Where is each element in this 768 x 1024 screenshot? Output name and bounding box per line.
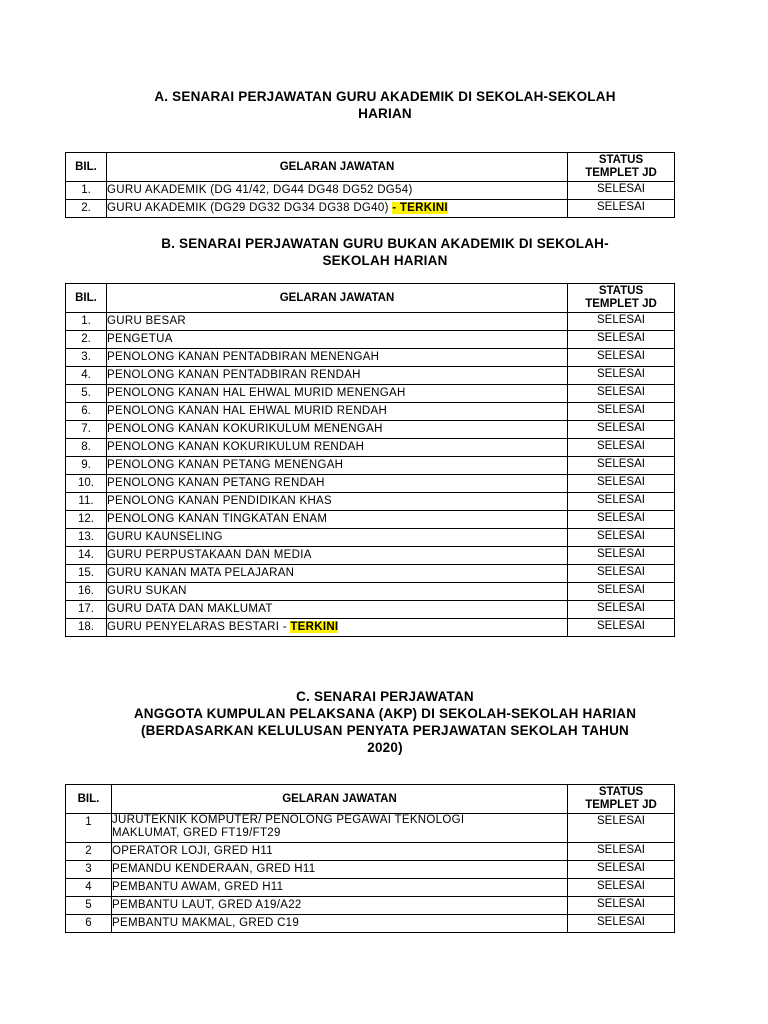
row-status: SELESAI [568,843,675,861]
row-status: SELESAI [568,349,675,367]
table-row [66,457,675,475]
row-status: SELESAI [568,915,675,933]
row-gelaran: GURU PERPUSTAKAAN DAN MEDIA [107,547,568,565]
table-row [66,897,675,915]
row-bil: 4 [66,879,112,897]
row-bil: 18. [66,619,107,637]
table-header-row [66,785,675,814]
section-c-title-line1: C. SENARAI PERJAWATAN [296,689,474,704]
section-c-table [65,784,675,933]
table-row [66,529,675,547]
row-status: SELESAI [568,457,675,475]
terkini-badge: TERKINI [290,621,339,633]
row-gelaran: PENOLONG KANAN PETANG MENENGAH [107,457,568,475]
row-status: SELESAI [568,182,675,200]
table-header-row [66,284,675,313]
table-row [66,475,675,493]
section-c-title-line3: (BERDASARKAN KELULUSAN PENYATA PERJAWATAN SEKOLAH TAHUN [140,723,629,738]
row-gelaran: PENOLONG KANAN KOKURIKULUM RENDAH [107,439,568,457]
terkini-prefix: - [282,621,291,633]
table-row [66,313,675,331]
section-b-title-line2: SEKOLAH HARIAN [322,253,448,268]
row-bil: 15. [66,565,107,583]
row-status: SELESAI [568,547,675,565]
header-status-templet-jd [568,153,675,182]
section-a-title-line2: HARIAN [358,106,412,121]
row-status: SELESAI [568,385,675,403]
row-gelaran [112,814,568,843]
row-bil: 14. [66,547,107,565]
table-row [66,349,675,367]
terkini-prefix: - [392,202,400,214]
row-gelaran: PENOLONG KANAN PENDIDIKAN KHAS [107,493,568,511]
row-bil: 9. [66,457,107,475]
row-gelaran: PENOLONG KANAN HAL EHWAL MURID MENENGAH [107,385,568,403]
table-row [66,565,675,583]
row-bil: 13. [66,529,107,547]
row-status: SELESAI [568,583,675,601]
header-gelaran-jawatan: GELARAN JAWATAN [107,153,568,182]
header-gelaran-jawatan: GELARAN JAWATAN [112,785,568,814]
row-status: SELESAI [568,313,675,331]
section-b-title [80,235,690,269]
row-gelaran-text: GURU PENYELARAS BESTARI [107,621,283,633]
section-a-title-line1: A. SENARAI PERJAWATAN GURU AKADEMIK DI SEKOLAH-SEKOLAH [154,89,616,104]
row-gelaran: PENOLONG KANAN PENTADBIRAN RENDAH [107,367,568,385]
row-status: SELESAI [568,897,675,915]
header-status-line1: STATUS [598,786,644,798]
section-b-title-line1: B. SENARAI PERJAWATAN GURU BUKAN AKADEMIK DI SEKOLAH- [161,236,609,251]
row-gelaran: GURU KAUNSELING [107,529,568,547]
section-a-title [80,88,690,122]
row-status: SELESAI [568,200,675,218]
row-bil: 2. [66,200,107,218]
table-row [66,583,675,601]
row-gelaran: PENOLONG KANAN KOKURIKULUM MENENGAH [107,421,568,439]
section-c-title-line2: ANGGOTA KUMPULAN PELAKSANA (AKP) DI SEKOLAH-SEKOLAH HARIAN [133,706,637,721]
row-status: SELESAI [568,403,675,421]
row-gelaran: PENGETUA [107,331,568,349]
row-bil: 11. [66,493,107,511]
row-gelaran: PENOLONG KANAN PETANG RENDAH [107,475,568,493]
table-row [66,601,675,619]
header-status-line2: TEMPLET JD [585,298,657,310]
row-bil: 1. [66,182,107,200]
row-gelaran [107,619,568,637]
row-gelaran: PENOLONG KANAN TINGKATAN ENAM [107,511,568,529]
header-gelaran-jawatan: GELARAN JAWATAN [107,284,568,313]
header-status-line1: STATUS [598,154,644,166]
row-status: SELESAI [568,529,675,547]
header-bil: BIL. [66,785,112,814]
table-row [66,547,675,565]
row-bil: 6. [66,403,107,421]
section-a-table [65,152,675,218]
row-gelaran: PENOLONG KANAN PENTADBIRAN MENENGAH [107,349,568,367]
terkini-badge: TERKINI [399,202,448,214]
row-bil: 1 [66,814,112,843]
section-c-title [80,688,690,756]
table-row [66,403,675,421]
row-gelaran: OPERATOR LOJI, GRED H11 [112,843,568,861]
table-row [66,367,675,385]
table-row [66,385,675,403]
row-gelaran: PEMBANTU MAKMAL, GRED C19 [112,915,568,933]
row-status: SELESAI [568,439,675,457]
row-status: SELESAI [568,367,675,385]
row-gelaran: GURU SUKAN [107,583,568,601]
row-bil: 6 [66,915,112,933]
row-bil: 17. [66,601,107,619]
row-gelaran: PEMANDU KENDERAAN, GRED H11 [112,861,568,879]
table-row [66,511,675,529]
header-status-line2: TEMPLET JD [585,799,657,811]
table-row [66,619,675,637]
row-gelaran: GURU KANAN MATA PELAJARAN [107,565,568,583]
row-gelaran: GURU BESAR [107,313,568,331]
row-status: SELESAI [568,861,675,879]
row-gelaran: PENOLONG KANAN HAL EHWAL MURID RENDAH [107,403,568,421]
row-gelaran-line1: JURUTEKNIK KOMPUTER/ PENOLONG PEGAWAI TEKNOLOGI [112,814,465,826]
row-bil: 8. [66,439,107,457]
table-row [66,331,675,349]
row-status: SELESAI [568,619,675,637]
row-bil: 16. [66,583,107,601]
row-bil: 2 [66,843,112,861]
table-row [66,182,675,200]
row-bil: 12. [66,511,107,529]
row-gelaran: GURU DATA DAN MAKLUMAT [107,601,568,619]
table-row [66,861,675,879]
row-gelaran: GURU AKADEMIK (DG 41/42, DG44 DG48 DG52 DG54) [107,182,568,200]
header-bil: BIL. [66,153,107,182]
row-status: SELESAI [568,565,675,583]
row-bil: 4. [66,367,107,385]
row-status: SELESAI [568,331,675,349]
table-row [66,493,675,511]
row-bil: 5. [66,385,107,403]
row-gelaran-text: GURU AKADEMIK (DG29 DG32 DG34 DG38 DG40) [107,202,393,214]
row-bil: 10. [66,475,107,493]
row-bil: 3 [66,861,112,879]
row-status: SELESAI [568,879,675,897]
header-bil: BIL. [66,284,107,313]
table-row [66,200,675,218]
row-bil: 7. [66,421,107,439]
header-status-line1: STATUS [598,285,644,297]
row-bil: 1. [66,313,107,331]
row-bil: 5 [66,897,112,915]
header-status-line2: TEMPLET JD [585,167,657,179]
table-row [66,439,675,457]
section-b-table [65,283,675,637]
row-status: SELESAI [568,493,675,511]
table-row [66,915,675,933]
row-bil: 3. [66,349,107,367]
table-row [66,879,675,897]
row-gelaran [107,200,568,218]
row-gelaran-line2: MAKLUMAT, GRED FT19/FT29 [112,827,281,839]
header-status-templet-jd [568,785,675,814]
table-header-row [66,153,675,182]
row-status: SELESAI [568,475,675,493]
row-gelaran: PEMBANTU AWAM, GRED H11 [112,879,568,897]
row-gelaran: PEMBANTU LAUT, GRED A19/A22 [112,897,568,915]
row-bil: 2. [66,331,107,349]
row-status: SELESAI [568,814,675,843]
table-row [66,843,675,861]
table-row [66,814,675,843]
table-row [66,421,675,439]
row-status: SELESAI [568,511,675,529]
header-status-templet-jd [568,284,675,313]
row-status: SELESAI [568,421,675,439]
row-status: SELESAI [568,601,675,619]
section-c-title-line4: 2020) [367,740,403,755]
